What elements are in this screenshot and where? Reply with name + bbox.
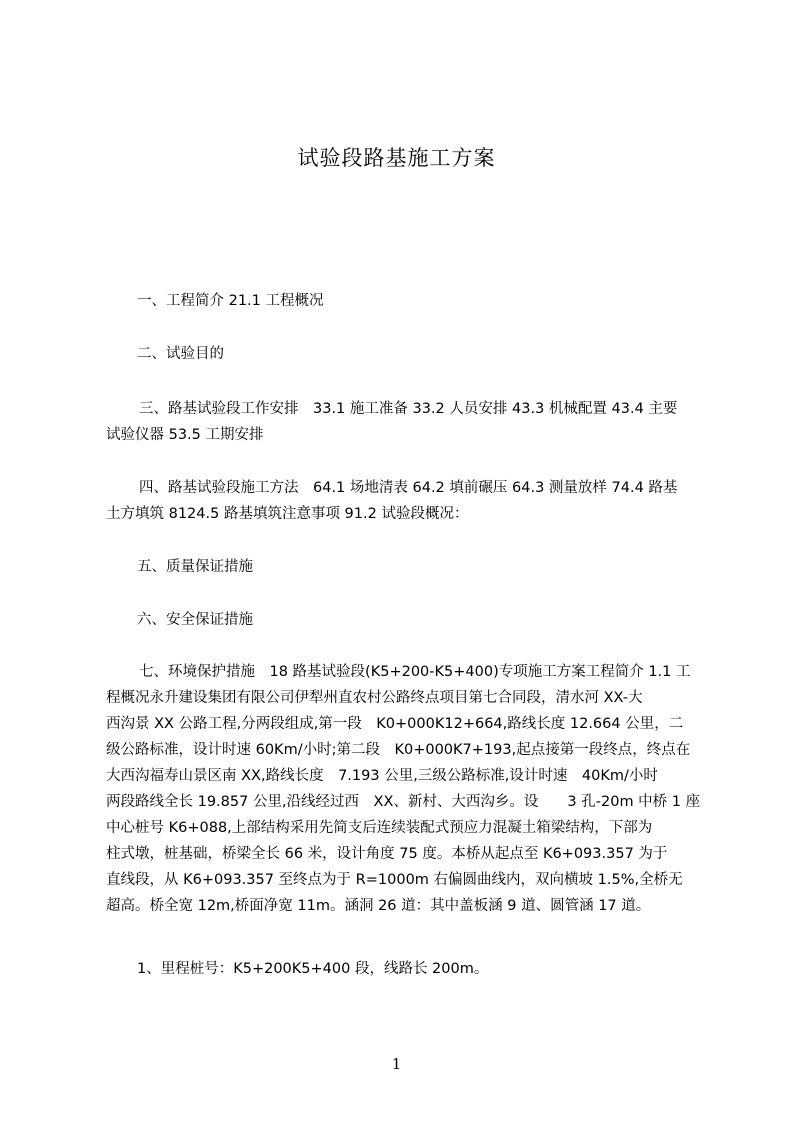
toc-entry-project-intro <box>137 288 729 314</box>
text-line: 土方填筑 8124.5 路基填筑注意事项 91.2 试验段概况： <box>106 506 469 522</box>
text-line: 西沟景 XX 公路工程,分两段组成,第一段 K0+000K12+664,路线长度 12.664 公里，二 <box>106 716 684 732</box>
text-line: 超高。桥全宽 12m,桥面净宽 11m。涵洞 26 道：其中盖板涵 9 道、圆管涵 17 道。 <box>106 898 651 914</box>
text-line: 柱式墩，桩基础，桥梁全长 66 米，设计角度 75 度。本桥从起点至 K6+093.357 为于 <box>106 846 668 862</box>
text-line: 七、环境保护措施 18 路基试验段(K5+200-K5+400)专项施工方案工程简介 1.1 工 <box>139 664 691 680</box>
text-line: 试验仪器 53.5 工期安排 <box>106 427 264 443</box>
text-line: 一、工程简介 21.1 工程概况 <box>137 293 324 309</box>
toc-entry-quality-assurance <box>137 554 729 580</box>
text-line: 二、试验目的 <box>137 346 224 362</box>
text-line: 1、里程桩号：K5+200K5+400 段，线路长 200m。 <box>137 961 489 977</box>
text-line: 三、路基试验段工作安排 33.1 施工准备 33.2 人员安排 43.3 机械配置 43.4 主要 <box>139 401 678 417</box>
text-line: 直线段，从 K6+093.357 至终点为于 R=1000m 右偏圆曲线内，双向横坡 1.5%,全桥无 <box>106 872 683 888</box>
document-title: 试验段路基施工方案 <box>297 146 496 170</box>
toc-entry-construction-method <box>106 475 700 527</box>
text-line: 中心桩号 K6+088,上部结构采用先简支后连续装配式预应力混凝土箱梁结构，下部为 <box>106 820 653 836</box>
toc-entry-test-purpose <box>137 341 729 367</box>
project-overview-paragraph <box>106 659 700 919</box>
chainage-item <box>137 956 729 982</box>
page-number: 1 <box>391 1055 402 1073</box>
text-line: 五、质量保证措施 <box>137 559 253 575</box>
text-line: 程概况永升建设集团有限公司伊犁州直农村公路终点项目第七合同段，清水河 XX-大 <box>106 690 643 706</box>
text-line: 六、安全保证措施 <box>137 612 253 628</box>
toc-entry-safety-assurance <box>137 607 729 633</box>
text-line: 大西沟福寿山景区南 XX,路线长度 7.193 公里,三级公路标准,设计时速 40Km/小时 <box>106 768 658 784</box>
text-line: 级公路标准，设计时速 60Km/小时;第二段 K0+000K7+193,起点接第一段终点，终点在 <box>106 742 691 758</box>
text-line: 两段路线全长 19.857 公里,沿线经过西 XX、新村、大西沟乡。设 3 孔-20m 中桥 1 座 <box>106 794 700 810</box>
toc-entry-work-arrangement <box>106 396 700 448</box>
text-line: 四、路基试验段施工方法 64.1 场地清表 64.2 填前碾压 64.3 测量放样 74.4 路基 <box>139 480 678 496</box>
